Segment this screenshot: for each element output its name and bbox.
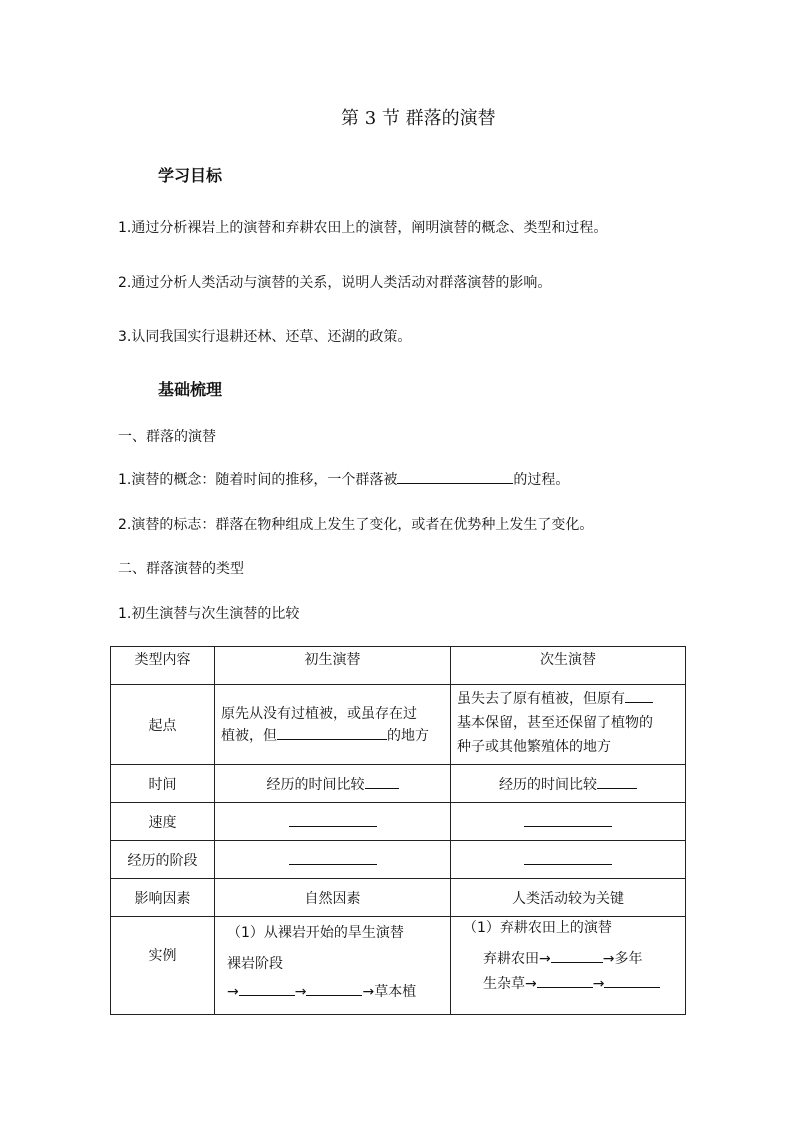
row-label-factor: 影响因素 — [111, 879, 215, 917]
header-secondary: 次生演替 — [451, 647, 686, 685]
start-secondary-line1 — [457, 687, 679, 711]
start-primary-prefix: 植被，但 — [221, 727, 277, 744]
example-primary-title: （1）从裸岩开始的旱生演替 — [227, 925, 404, 941]
concept-suffix: 的过程。 — [513, 472, 570, 488]
stage-secondary-blank[interactable] — [524, 851, 612, 865]
cell-factor-secondary: 人类活动较为关键 — [451, 879, 686, 917]
row-label-example: 实例 — [111, 917, 215, 1015]
table-row-speed — [111, 803, 686, 841]
example-primary-blank2[interactable] — [306, 982, 362, 996]
cell-stage-primary — [215, 841, 451, 879]
start-secondary-line2: 基本保留，甚至还保留了植物的 — [457, 715, 653, 731]
example-secondary-blank1[interactable] — [551, 949, 603, 963]
stage-primary-blank[interactable] — [289, 851, 377, 865]
time-primary-text: 经历的时间比较 — [266, 776, 365, 793]
example-secondary-title: （1）弃耕农田上的演替 — [463, 920, 612, 936]
cell-factor-primary: 自然因素 — [215, 879, 451, 917]
cell-start-primary — [215, 685, 451, 765]
time-secondary-text: 经历的时间比较 — [499, 776, 597, 793]
row-label-start: 起点 — [111, 685, 215, 765]
header-primary: 初生演替 — [215, 647, 451, 685]
cell-time-secondary — [451, 765, 686, 803]
cell-example-secondary — [451, 917, 686, 1015]
time-secondary-blank[interactable] — [597, 775, 637, 789]
sign-line: 2.演替的标志：群落在物种组成上发生了变化，或者在优势种上发生了变化。 — [118, 517, 594, 533]
cell-speed-primary — [215, 803, 451, 841]
example-secondary-blank3[interactable] — [604, 974, 660, 988]
cell-speed-secondary — [451, 803, 686, 841]
example-primary-arrow2: → — [294, 984, 307, 1000]
row-label-time: 时间 — [111, 765, 215, 803]
section-heading-basics: 基础梳理 — [158, 380, 223, 399]
example-secondary-l1-prefix: 弃耕农田→ — [483, 951, 551, 967]
start-primary-blank[interactable] — [277, 726, 387, 740]
table-row-example — [111, 917, 686, 1015]
concept-blank[interactable] — [397, 470, 513, 484]
start-primary-line2 — [221, 725, 444, 747]
example-primary-arrow1: → — [227, 984, 239, 1000]
section-heading-goals: 学习目标 — [158, 166, 223, 185]
speed-secondary-blank[interactable] — [524, 813, 612, 827]
speed-primary-blank[interactable] — [289, 813, 377, 827]
goal-item-3: 3.认同我国实行退耕还林、还草、还湖的政策。 — [118, 329, 412, 345]
example-secondary-l2-arrow: → — [592, 976, 605, 992]
start-primary-line1: 原先从没有过植被，或虽存在过 — [221, 705, 417, 722]
concept-prefix: 1.演替的概念：随着时间的推移，一个群落被 — [118, 472, 398, 488]
table-row-factor — [111, 879, 686, 917]
table-header-row — [111, 647, 686, 685]
example-primary-line3 — [227, 981, 444, 1003]
start-secondary-text1: 虽失去了原有植被，但原有 — [457, 691, 625, 707]
example-secondary-line2 — [463, 973, 679, 995]
compare-heading: 1.初生演替与次生演替的比较 — [118, 606, 300, 622]
example-primary-blank1[interactable] — [239, 982, 295, 996]
row-label-stage: 经历的阶段 — [111, 841, 215, 879]
goal-item-2: 2.通过分析人类活动与演替的关系，说明人类活动对群落演替的影响。 — [118, 275, 552, 291]
example-secondary-line1 — [463, 939, 679, 973]
start-secondary-blank[interactable] — [625, 689, 653, 703]
start-primary-suffix: 的地方 — [387, 727, 429, 744]
table-row-stage — [111, 841, 686, 879]
cell-example-primary — [215, 917, 451, 1015]
cell-stage-secondary — [451, 841, 686, 879]
time-primary-blank[interactable] — [365, 775, 399, 789]
example-secondary-blank2[interactable] — [537, 974, 593, 988]
concept-line — [118, 469, 569, 489]
example-primary-line2: 裸岩阶段 — [227, 956, 283, 972]
part1-heading: 一、群落的演替 — [118, 429, 216, 445]
example-secondary-l1-suffix: →多年 — [602, 951, 643, 967]
cell-start-secondary — [451, 685, 686, 765]
cell-time-primary — [215, 765, 451, 803]
row-label-speed: 速度 — [111, 803, 215, 841]
example-primary-arrow3: →草本植 — [362, 984, 417, 1000]
part2-heading: 二、群落演替的类型 — [118, 561, 244, 577]
page-title: 第 3 节 群落的演替 — [341, 108, 496, 129]
goal-item-1: 1.通过分析裸岩上的演替和弃耕农田上的演替，阐明演替的概念、类型和过程。 — [118, 220, 608, 236]
header-type-content: 类型内容 — [111, 647, 215, 685]
table-row-time — [111, 765, 686, 803]
example-secondary-l2-prefix: 生杂草→ — [483, 976, 537, 992]
table-row-start — [111, 685, 686, 765]
start-secondary-line3: 种子或其他繁殖体的地方 — [457, 739, 611, 755]
comparison-table — [110, 646, 686, 1015]
